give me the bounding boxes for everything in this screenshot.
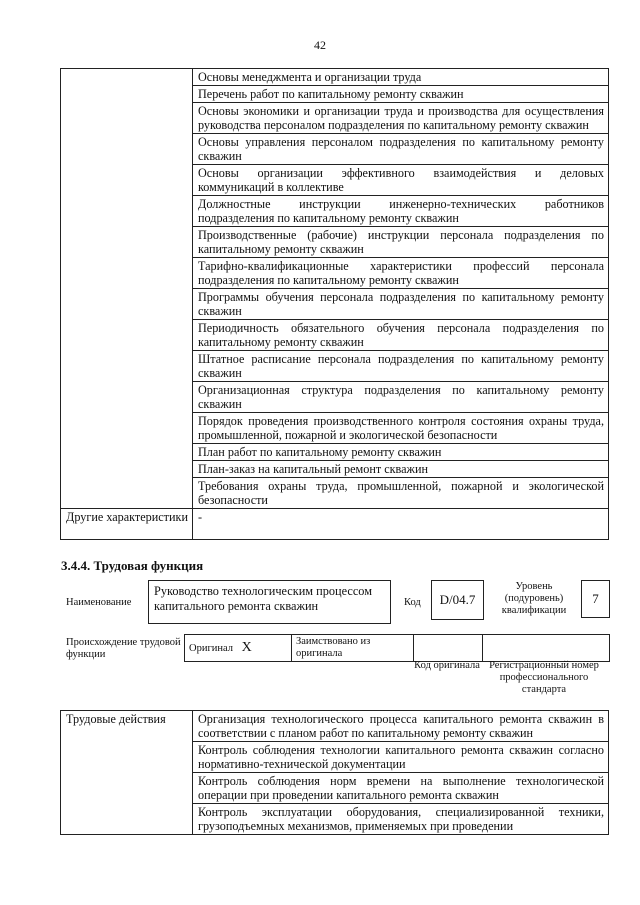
knowledge-item: Организационная структура подразделения по капитальному ремонту скважин bbox=[193, 382, 609, 413]
knowledge-label-cell bbox=[61, 69, 193, 509]
code-caption: Код оригинала bbox=[414, 660, 480, 671]
page-number: 42 bbox=[314, 38, 326, 52]
level-value: 7 bbox=[581, 580, 610, 618]
knowledge-item: Штатное расписание персонала подразделения по капитальному ремонту скважин bbox=[193, 351, 609, 382]
original-label: Оригинал bbox=[189, 642, 233, 654]
borrowed-label: Заимствовано из оригинала bbox=[292, 635, 414, 662]
knowledge-table bbox=[60, 68, 609, 540]
action-item: Контроль соблюдения технологии капитального ремонта скважин согласно нормативно-технической документации bbox=[193, 742, 609, 773]
origin-table bbox=[184, 634, 610, 662]
level-label: Уровень (подуровень) квалификации bbox=[501, 581, 567, 616]
name-label: Наименование bbox=[66, 597, 132, 608]
origin-label: Происхождение трудовой функции bbox=[66, 637, 181, 660]
action-item: Контроль эксплуатации оборудования, специализированной техники, грузоподъемных механизмов, применяемых при проведении bbox=[193, 804, 609, 835]
original-code-cell bbox=[414, 635, 483, 662]
original-mark: X bbox=[241, 639, 252, 655]
registration-number-cell bbox=[483, 635, 610, 662]
other-characteristics-label: Другие характеристики bbox=[61, 509, 193, 540]
knowledge-item: План работ по капитальному ремонту скважин bbox=[193, 444, 609, 461]
knowledge-item: Должностные инструкции инженерно-технических работников подразделения по капитальному ремонту скважин bbox=[193, 196, 609, 227]
section-title: 3.4.4. Трудовая функция bbox=[61, 558, 204, 573]
knowledge-item: Тарифно-квалификационные характеристики профессий персонала подразделения по капитальному ремонту скважин bbox=[193, 258, 609, 289]
action-item: Контроль соблюдения норм времени на выполнение технологической операции при проведении капитального ремонта скважин bbox=[193, 773, 609, 804]
knowledge-item: Основы управления персоналом подразделения по капитальному ремонту скважин bbox=[193, 134, 609, 165]
knowledge-item: Периодичность обязательного обучения персонала подразделения по капитальному ремонту скважин bbox=[193, 320, 609, 351]
knowledge-item: Основы экономики и организации труда и производства для осуществления руководства персоналом подразделения по капитальному ремонту скважин bbox=[193, 103, 609, 134]
knowledge-item: Порядок проведения производственного контроля состояния охраны труда, промышленной, пожарной и экологической безопасности bbox=[193, 413, 609, 444]
code-label: Код bbox=[404, 597, 421, 608]
original-cell bbox=[185, 635, 292, 662]
knowledge-item: Требования охраны труда, промышленной, пожарной и экологической безопасности bbox=[193, 478, 609, 509]
name-value: Руководство технологическим процессом капитального ремонта скважин bbox=[148, 580, 391, 624]
knowledge-item: Основы менеджмента и организации труда bbox=[193, 69, 609, 86]
actions-label: Трудовые действия bbox=[61, 711, 193, 835]
knowledge-item: Основы организации эффективного взаимодействия и деловых коммуникаций в коллективе bbox=[193, 165, 609, 196]
other-characteristics-value: - bbox=[193, 509, 609, 540]
actions-table bbox=[60, 710, 609, 835]
knowledge-item: Производственные (рабочие) инструкции персонала подразделения по капитальному ремонту скважин bbox=[193, 227, 609, 258]
knowledge-item: Перечень работ по капитальному ремонту скважин bbox=[193, 86, 609, 103]
registration-caption: Регистрационный номер профессионального стандарта bbox=[489, 660, 599, 695]
code-value: D/04.7 bbox=[431, 580, 484, 620]
knowledge-item: План-заказ на капитальный ремонт скважин bbox=[193, 461, 609, 478]
action-item: Организация технологического процесса капитального ремонта скважин в соответствии с планом работ по капитальному ремонту скважин bbox=[193, 711, 609, 742]
knowledge-item: Программы обучения персонала подразделения по капитальному ремонту скважин bbox=[193, 289, 609, 320]
